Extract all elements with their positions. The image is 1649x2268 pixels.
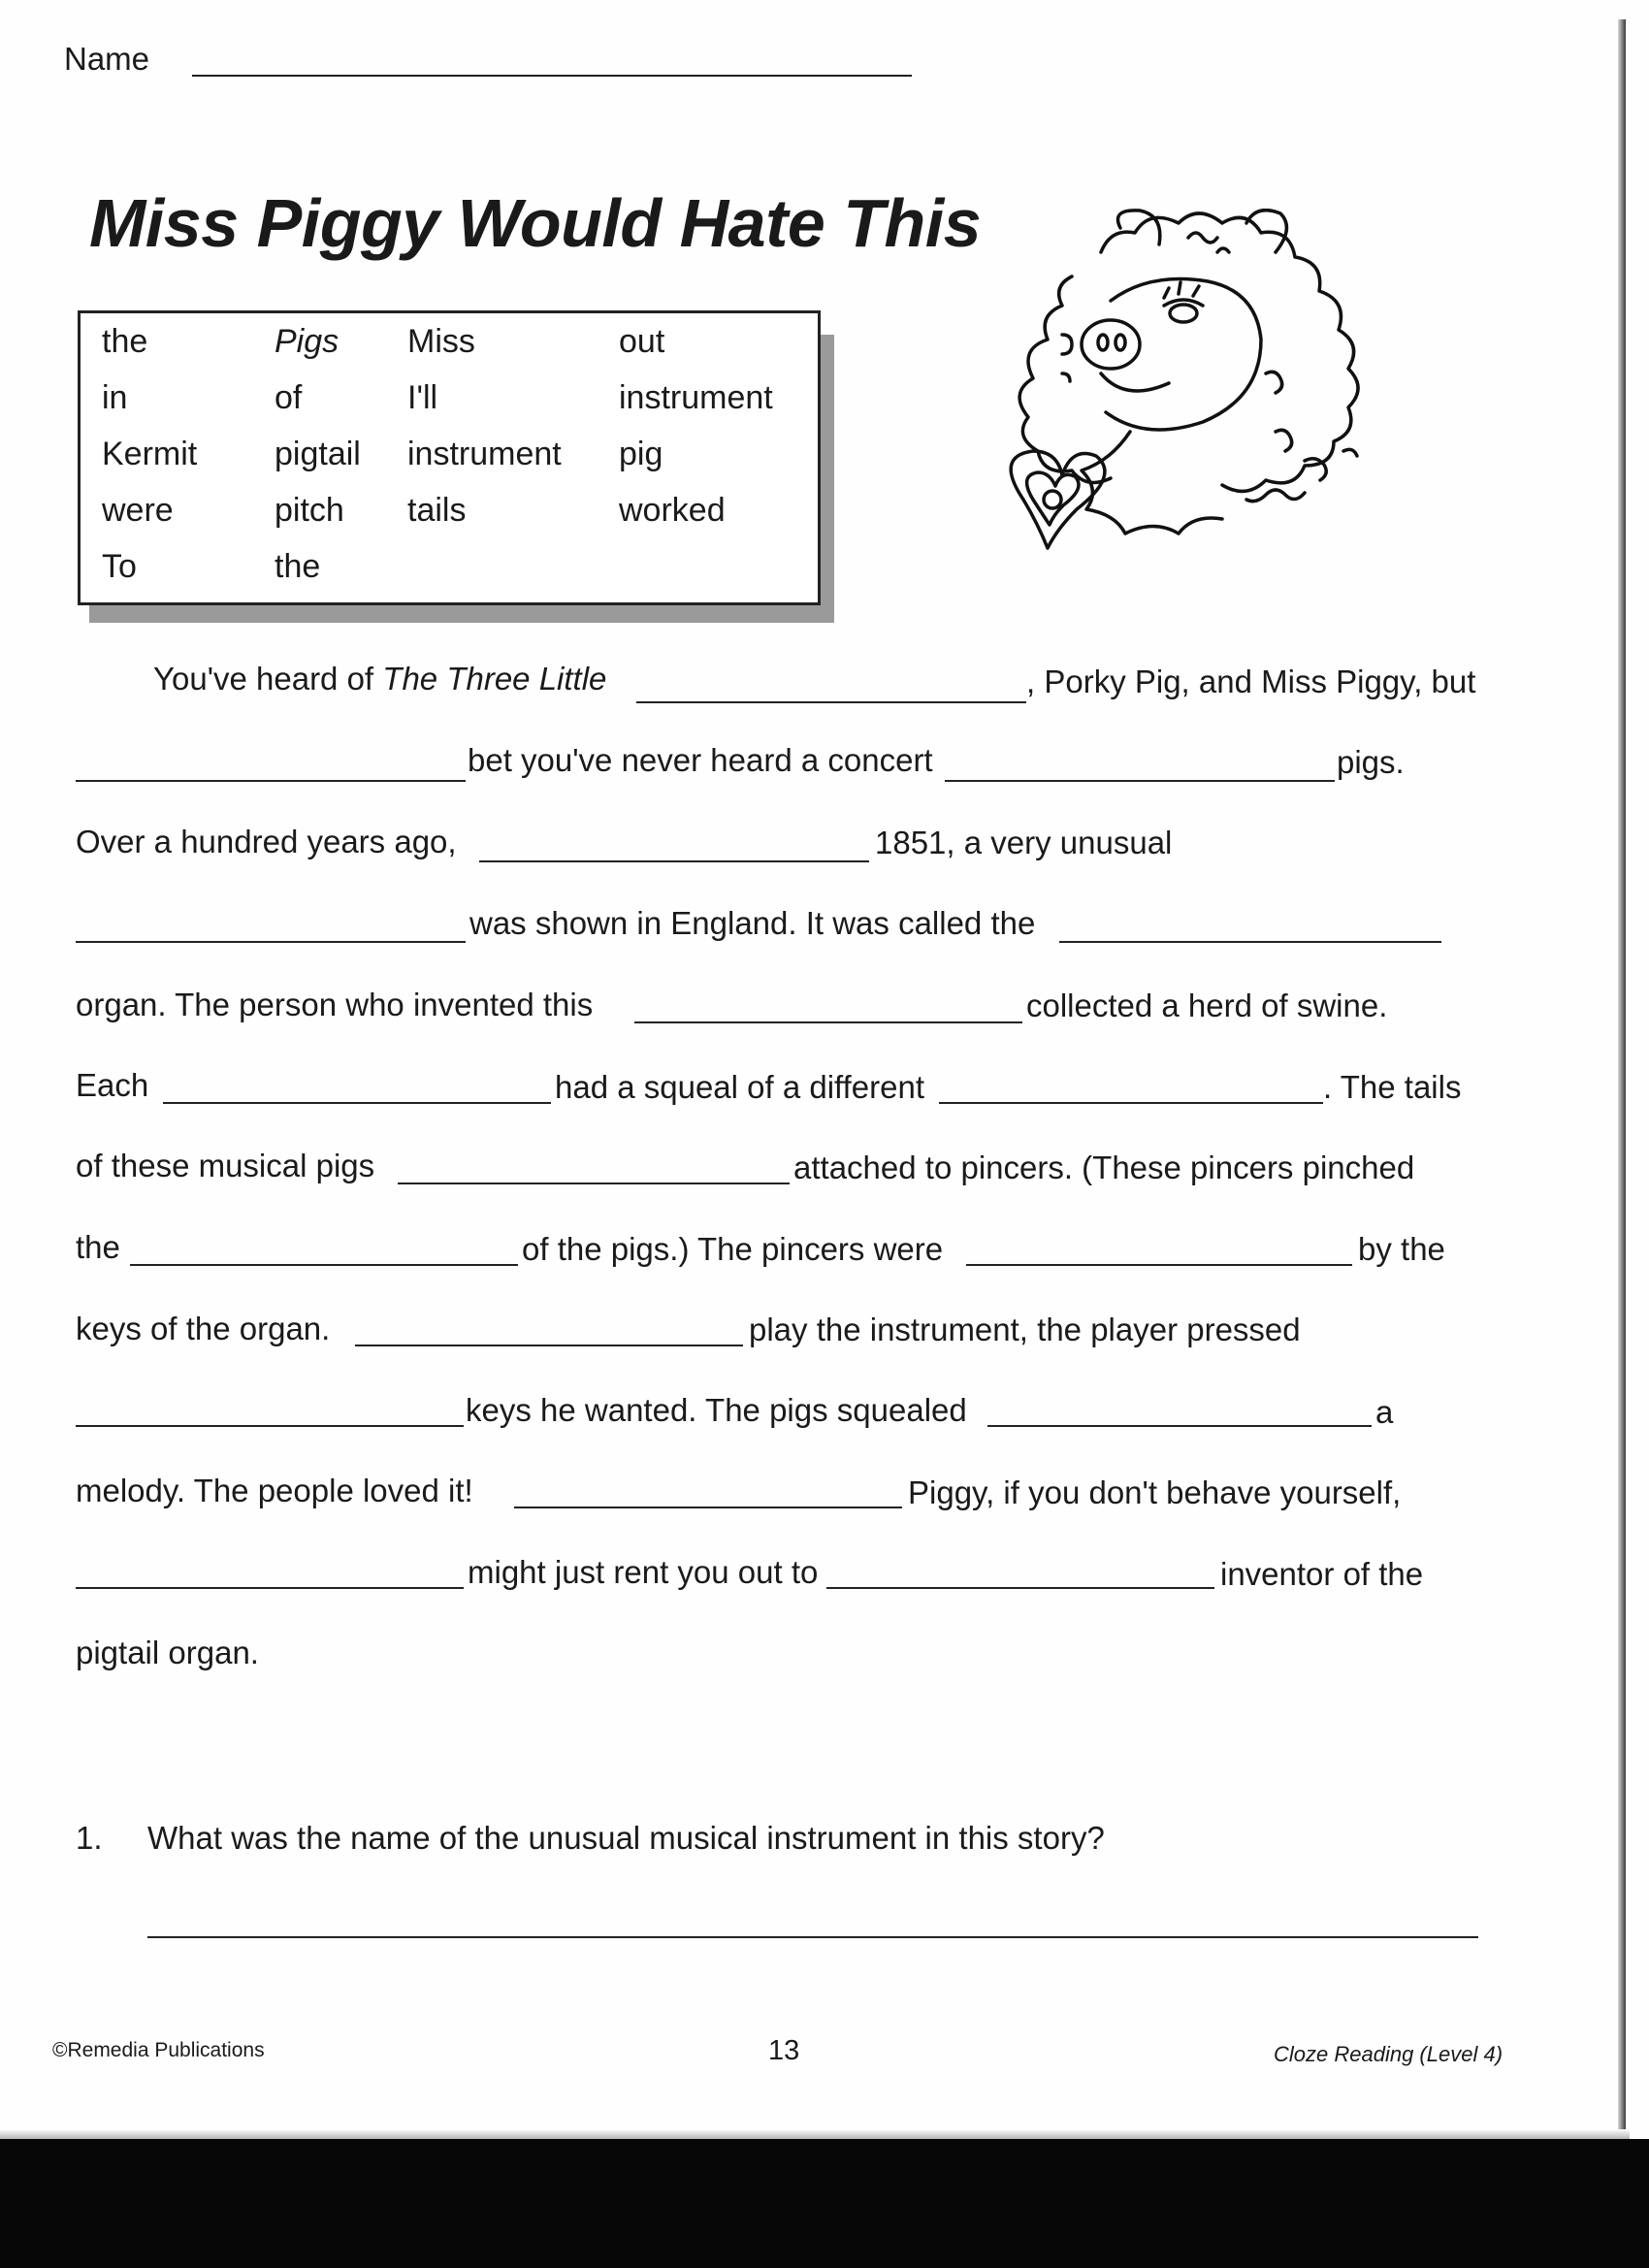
word-bank-word: To (102, 548, 137, 585)
word-bank-word: Miss (407, 323, 475, 360)
series-label: Cloze Reading (Level 4) (1274, 2042, 1504, 2066)
passage-text: Each (76, 1067, 149, 1103)
passage-text: melody. The people loved it! (76, 1473, 473, 1508)
publisher-credit: ©Remedia Publications (52, 2039, 265, 2061)
blank-18[interactable] (826, 1587, 1214, 1589)
word-bank-word: instrument (407, 436, 562, 472)
blank-5[interactable] (76, 941, 466, 943)
blank-12[interactable] (966, 1264, 1352, 1266)
word-bank-word: out (619, 323, 665, 360)
word-bank-word: instrument (619, 379, 773, 416)
word-bank-word: the (102, 323, 148, 360)
passage-text: the (76, 1229, 120, 1265)
scan-border (0, 2139, 1649, 2268)
passage-text: was shown in England. It was called the (469, 905, 1036, 941)
blank-13[interactable] (355, 1345, 743, 1346)
passage-text: , Porky Pig, and Miss Piggy, but (1026, 664, 1476, 699)
blank-16[interactable] (514, 1507, 902, 1508)
word-bank-word: pitch (275, 492, 344, 529)
passage-text: keys he wanted. The pigs squealed (466, 1392, 967, 1428)
blank-17[interactable] (76, 1587, 464, 1589)
word-bank-word: the (275, 548, 321, 585)
question-text: What was the name of the unusual musical instrument in this story? (147, 1820, 1105, 1856)
blank-8[interactable] (163, 1102, 551, 1104)
passage-text: pigs. (1337, 744, 1405, 780)
blank-14[interactable] (76, 1425, 464, 1427)
word-bank-word: pig (619, 436, 663, 472)
blank-6[interactable] (1059, 941, 1441, 943)
passage-text: The Three Little (382, 661, 607, 697)
passage-text: had a squeal of a different (555, 1069, 925, 1105)
word-bank-word: worked (619, 492, 726, 529)
passage-text: by the (1358, 1231, 1445, 1267)
miss-piggy-illustration (955, 209, 1479, 616)
name-label: Name (64, 41, 150, 77)
blank-1[interactable] (636, 701, 1026, 703)
passage-text: organ. The person who invented this (76, 987, 594, 1022)
word-bank-word: in (102, 379, 128, 416)
worksheet-title: Miss Piggy Would Hate This (89, 185, 982, 261)
passage-text: inventor of the (1220, 1556, 1424, 1592)
passage-text: . The tails (1323, 1069, 1462, 1105)
passage-text: attached to pincers. (These pincers pinched (793, 1150, 1415, 1185)
blank-3[interactable] (945, 780, 1335, 782)
passage-text: play the instrument, the player pressed (749, 1312, 1301, 1347)
passage-text: of these musical pigs (76, 1148, 375, 1183)
word-bank-word: Kermit (102, 436, 198, 472)
passage-text (153, 660, 606, 698)
passage-text: a (1375, 1394, 1394, 1430)
blank-7[interactable] (634, 1021, 1022, 1023)
word-bank-word: I'll (407, 379, 438, 416)
blank-9[interactable] (939, 1102, 1323, 1104)
passage-text: bet you've never heard a concert (468, 742, 933, 778)
word-bank-word: pigtail (275, 436, 361, 472)
passage-text: You've heard of (153, 661, 383, 697)
page-number: 13 (768, 2035, 800, 2066)
passage-text: Piggy, if you don't behave yourself, (908, 1474, 1402, 1510)
blank-10[interactable] (398, 1183, 790, 1184)
answer-line[interactable] (147, 1936, 1478, 1938)
passage-text: collected a herd of swine. (1026, 988, 1388, 1023)
passage-text: Over a hundred years ago, (76, 824, 457, 859)
scan-page-edge (1618, 19, 1626, 2134)
blank-4[interactable] (479, 860, 869, 862)
passage-text: might just rent you out to (468, 1554, 819, 1590)
word-bank (78, 310, 821, 605)
passage-text: pigtail organ. (76, 1635, 259, 1670)
blank-2[interactable] (76, 780, 466, 782)
word-bank-word: of (275, 379, 303, 416)
passage-text: keys of the organ. (76, 1311, 331, 1346)
word-bank-word: were (102, 492, 174, 529)
word-bank-word: Pigs (275, 323, 340, 360)
blank-11[interactable] (130, 1264, 518, 1266)
passage-text: 1851, a very unusual (875, 825, 1173, 860)
word-bank-word: tails (407, 492, 467, 529)
passage-text: of the pigs.) The pincers were (522, 1231, 944, 1267)
question-number: 1. (76, 1820, 103, 1856)
blank-15[interactable] (987, 1425, 1372, 1427)
name-field-line[interactable] (192, 75, 912, 77)
